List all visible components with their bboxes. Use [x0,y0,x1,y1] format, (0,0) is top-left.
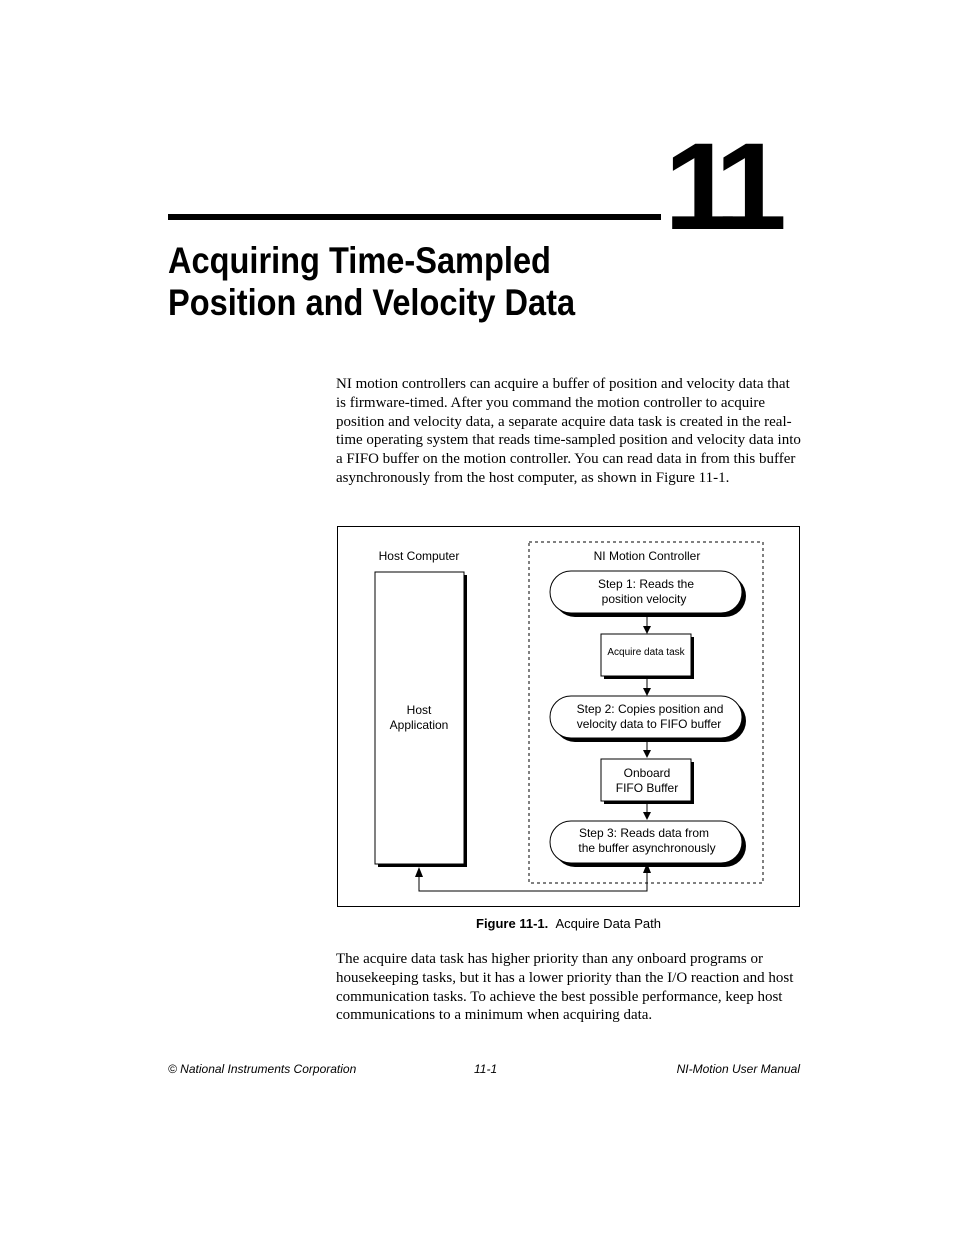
controller-label: NI Motion Controller [593,549,701,563]
footer-manual-title: NI-Motion User Manual [676,1062,800,1076]
figure-caption [337,916,800,931]
step2-line-2: velocity data to FIFO buffer [576,717,722,731]
footer-copyright: © National Instruments Corporation [168,1062,357,1076]
acquire-task-label: Acquire data task [607,647,685,658]
step3-line-2: the buffer asynchronously [578,841,716,855]
return-path-line [419,865,647,891]
step2-line-1: Step 2: Copies position and [576,702,724,716]
priority-paragraph: The acquire data task has higher priority than any onboard programs or housekeeping tasks, but it has a lower priority than the I/O reaction and host communication tasks. To achieve the best possible performance, keep host communications to a minimum when acquiring data. [336,951,794,1024]
step3-line-1: Step 3: Reads data from [578,826,710,840]
arrow-to-host [415,867,423,877]
chapter-title-line-1: Acquiring Time-Sampled [168,240,551,281]
host-computer-label: Host Computer [378,549,460,563]
fifo-line-2: FIFO Buffer [615,781,679,795]
chapter-title-line-2: Position and Velocity Data [168,282,576,323]
diagram [338,527,799,906]
footer-page-number: 11-1 [474,1062,498,1076]
step1-line-1: Step 1: Reads the [597,577,695,591]
figure-caption-label: Figure 11-1. [476,916,549,931]
host-app-line-1: Host [406,703,432,717]
figure-caption-text: Acquire Data Path [555,916,661,931]
intro-paragraph: NI motion controllers can acquire a buffer of position and velocity data that is firmware-timed. After you command the motion controller to acquire position and velocity data, a separate acquire data task is created in the real-time operating system that reads time-sampled position and velocity data into a FIFO buffer on the motion controller. You can read data in from this buffer asynchronously from the host computer, as shown in Figure 11-1. [336,376,801,486]
chapter-title [168,240,626,324]
chapter-rule [168,214,661,220]
host-app-line-2: Application [389,718,449,732]
step1-line-2: position velocity [601,592,687,606]
figure-acquire-data-path [337,526,800,907]
fifo-line-1: Onboard [623,766,671,780]
chapter-number: 11 [664,118,773,256]
